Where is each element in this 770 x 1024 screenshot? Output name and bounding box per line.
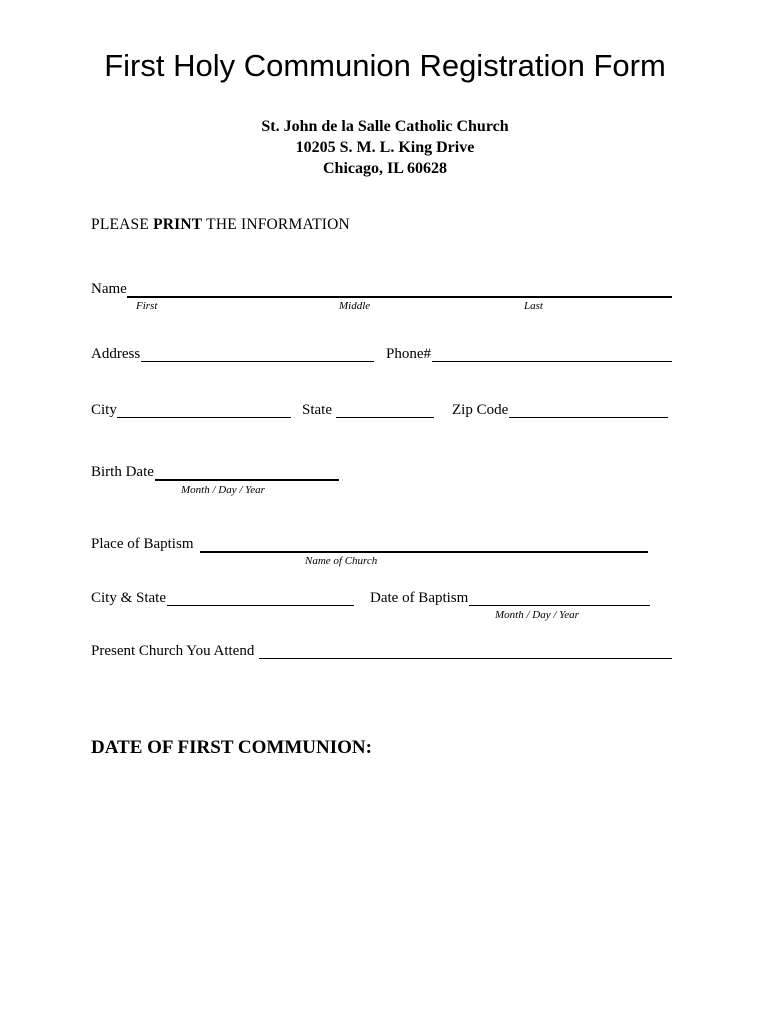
church-name: St. John de la Salle Catholic Church: [261, 118, 509, 135]
church-street: 10205 S. M. L. King Drive: [295, 139, 475, 156]
name-middle-caption: Middle: [339, 300, 371, 312]
church-city: Chicago, IL 60628: [322, 160, 447, 177]
city-field[interactable]: [117, 417, 291, 418]
birth-date-field[interactable]: [155, 479, 339, 481]
baptism-place-field[interactable]: [200, 551, 648, 553]
phone-label: Phone#: [386, 346, 431, 362]
baptism-place-label: Place of Baptism: [91, 536, 194, 552]
first-communion-heading: DATE OF FIRST COMMUNION:: [91, 737, 372, 758]
address-label: Address: [91, 346, 141, 362]
instruction-emphasis: PRINT: [153, 216, 203, 233]
baptism-date-caption: Month / Day / Year: [495, 609, 579, 621]
baptism-date-field[interactable]: [469, 605, 650, 606]
name-first-caption: First: [136, 300, 158, 312]
baptism-date-label: Date of Baptism: [370, 590, 469, 606]
form-title: First Holy Communion Registration Form: [104, 48, 666, 83]
state-field[interactable]: [336, 417, 434, 418]
church-info: [0, 116, 770, 179]
phone-field[interactable]: [432, 361, 672, 362]
address-field[interactable]: [141, 361, 374, 362]
city-state-label: City & State: [91, 590, 166, 606]
name-label: Name: [91, 281, 127, 297]
baptism-place-caption: Name of Church: [305, 555, 378, 567]
present-church-label: Present Church You Attend: [91, 643, 255, 659]
city-state-field[interactable]: [167, 605, 354, 606]
birth-date-caption: Month / Day / Year: [181, 484, 265, 496]
birth-date-label: Birth Date: [91, 464, 154, 480]
present-church-field[interactable]: [259, 658, 672, 659]
state-label: State: [302, 402, 332, 418]
print-instruction: [91, 216, 350, 234]
zip-label: Zip Code: [452, 402, 509, 418]
name-last-caption: Last: [524, 300, 543, 312]
city-label: City: [91, 402, 117, 418]
name-field[interactable]: [127, 296, 672, 298]
zip-field[interactable]: [509, 417, 668, 418]
instruction-prefix: PLEASE: [91, 216, 150, 233]
instruction-suffix: THE INFORMATION: [206, 216, 350, 233]
